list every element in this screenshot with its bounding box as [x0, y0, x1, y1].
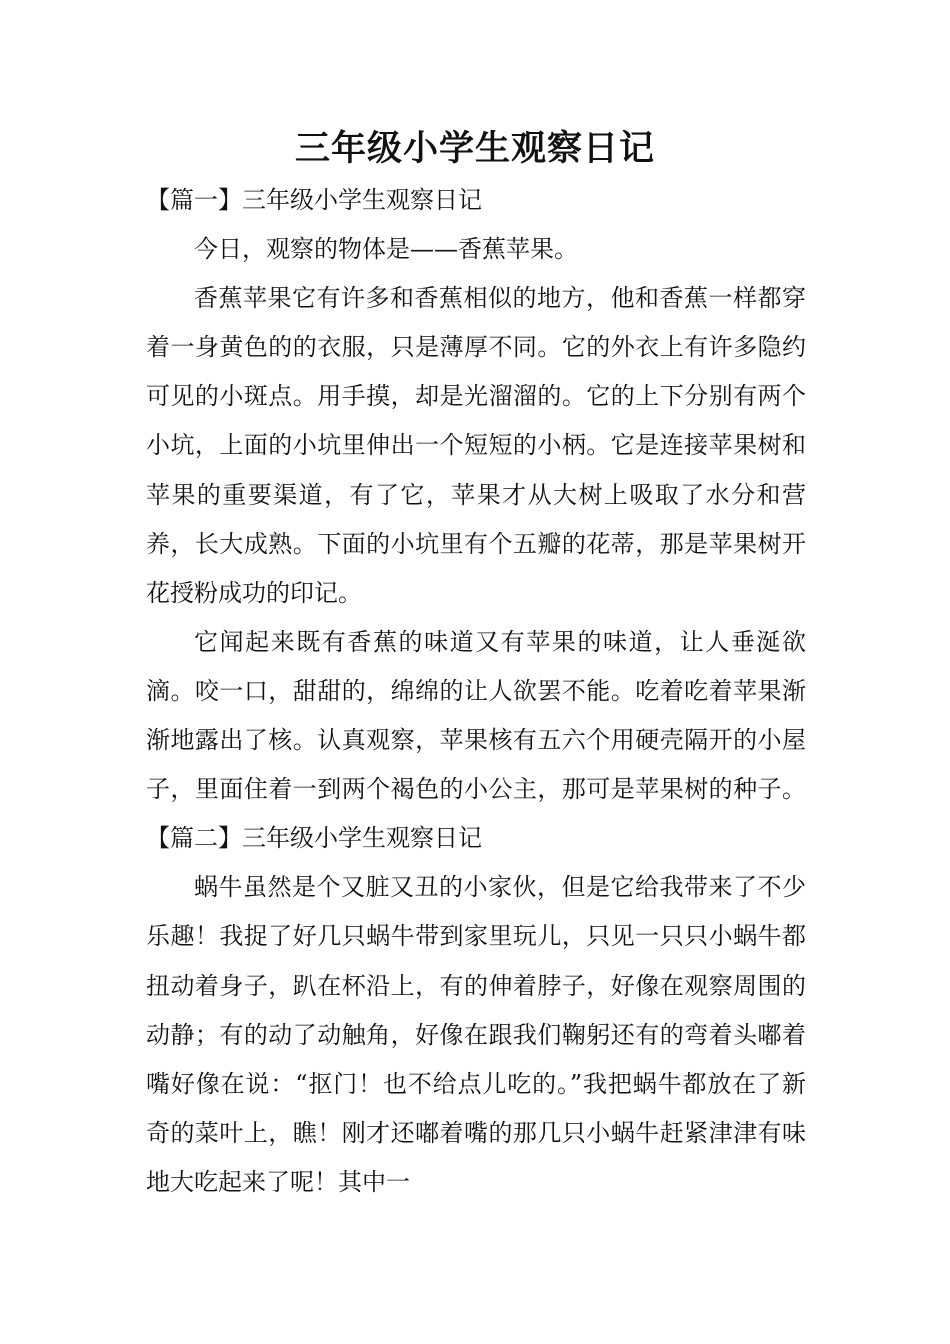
paragraph-snails: 蜗牛虽然是个又脏又丑的小家伙，但是它给我带来了不少乐趣！我捉了好几只蜗牛带到家里玩儿，只见一只只小蜗牛都扭动着身子，趴在杯沿上，有的伸着脖子，好像在观察周围的动静；有的动了动触角，好像在跟我们鞠躬还有的弯着头嘟着嘴好像在说：“抠门！也不给点儿吃的。”我把蜗牛都放在了新奇的菜叶上，瞧！刚才还嘟着嘴的那几只小蜗牛赶紧津津有味地大吃起来了呢！其中一 — [146, 873, 806, 1196]
paragraph-taste: 它闻起来既有香蕉的味道又有苹果的味道，让人垂涎欲滴。咬一口，甜甜的，绵绵的让人欲罢不能。吃着吃着苹果渐渐地露出了核。认真观察，苹果核有五六个用硬壳隔开的小屋子，里面住着一到两个褐色的小公主，那可是苹果树的种子。【篇二】三年级小学生观察日记 — [146, 627, 806, 853]
document-body — [146, 176, 806, 1207]
paragraph-appearance: 香蕉苹果它有许多和香蕉相似的地方，他和香蕉一样都穿着一身黄色的的衣服，只是薄厚不同。它的外衣上有许多隐约可见的小斑点。用手摸，却是光溜溜的。它的上下分别有两个小坑，上面的小坑里伸出一个短短的小柄。它是连接苹果树和苹果的重要渠道，有了它，苹果才从大树上吸取了水分和营养，长大成熟。下面的小坑里有个五瓣的花蒂，那是苹果树开花授粉成功的印记。 — [146, 284, 806, 607]
section-heading-1: 【篇一】三年级小学生观察日记 — [146, 186, 482, 214]
document-title: 三年级小学生观察日记 — [294, 128, 655, 169]
paragraph-intro: 今日，观察的物体是——香蕉苹果。 — [194, 235, 578, 264]
